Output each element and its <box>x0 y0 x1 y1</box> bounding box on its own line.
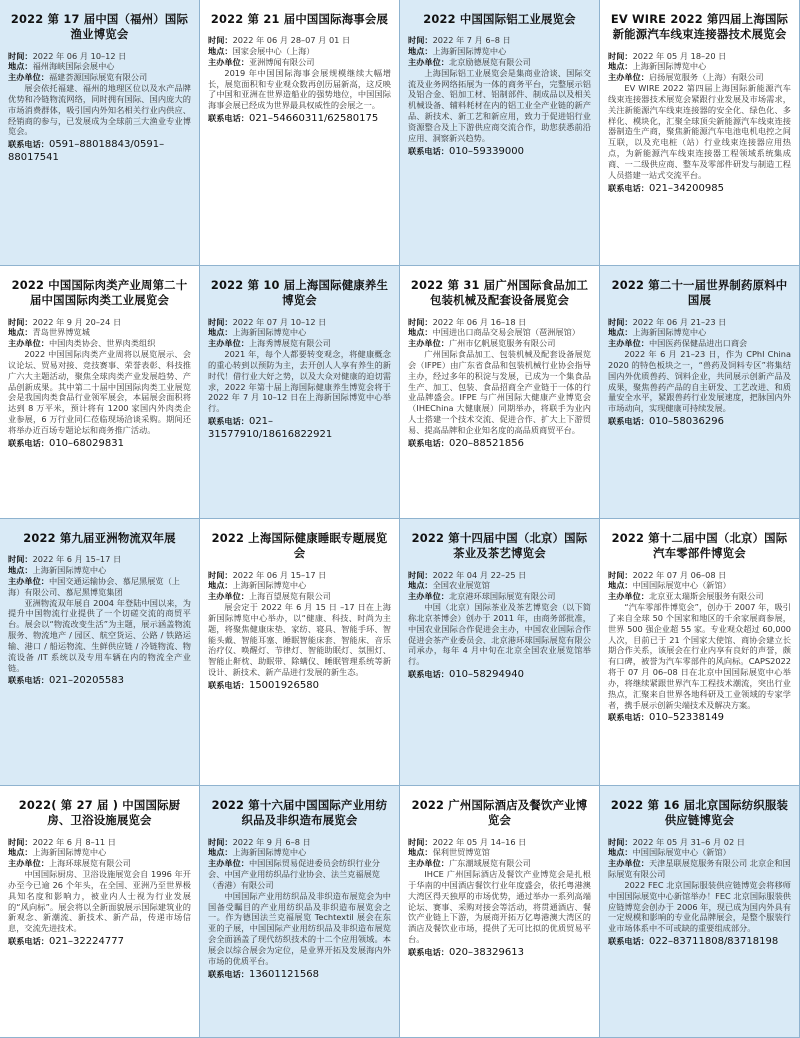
organizer-label: 主办单位： <box>408 591 449 602</box>
phone-label: 联系电话： <box>608 416 649 427</box>
place-label: 地点： <box>408 580 433 591</box>
card-time-row <box>608 51 791 62</box>
exhibition-card <box>0 519 200 786</box>
card-organizer: 北京港环球国际展览有限公司 <box>448 591 556 602</box>
card-title: 2022 中国国际肉类产业周第二十届中国国际肉类工业展览会 <box>11 278 188 308</box>
card-time: 2022 年 04 月 22–25 日 <box>432 569 527 580</box>
place-label: 地点： <box>8 847 33 858</box>
exhibition-card <box>600 519 800 786</box>
exhibition-card <box>400 519 600 786</box>
place-label: 地点： <box>208 327 233 338</box>
card-phone: 021–54660311/6258017​5 <box>248 113 379 125</box>
card-phone: 010–52338149 <box>648 712 724 724</box>
card-organizer-row <box>8 72 191 83</box>
card-organizer: 中国肉类协会、世界肉类组织 <box>48 338 156 349</box>
card-place: 全国农业展览馆 <box>432 580 490 591</box>
phone-label: 联系电话： <box>608 712 649 723</box>
card-organizer: 上海秀博展览有限公司 <box>248 338 331 349</box>
card-place: 上海新国际博览中心 <box>232 327 307 338</box>
exhibition-card <box>600 0 800 266</box>
place-label: 地点： <box>408 847 433 858</box>
place-label: 地点： <box>608 61 633 72</box>
time-label: 时间： <box>408 836 433 847</box>
card-organizer: 天津星联展览服务有限公司 北京企和国际展览有限公司 <box>608 858 791 880</box>
card-phone-row <box>208 112 391 125</box>
exhibition-card <box>200 519 400 786</box>
card-organizer: 福建荟源国际展览有限公司 <box>48 72 148 83</box>
card-time-row <box>608 837 791 848</box>
card-place-row <box>408 847 591 858</box>
organizer-label: 主办单位： <box>608 72 649 83</box>
exhibition-card <box>200 0 400 266</box>
exhibition-card <box>600 266 800 519</box>
card-organizer: 北京亚太瑞斯会展服务有限公司 <box>648 591 764 602</box>
card-phone: 020–38329613 <box>448 946 524 958</box>
time-label: 时间： <box>208 836 233 847</box>
phone-label: 联系电话： <box>8 437 49 448</box>
card-organizer-row <box>8 576 191 598</box>
card-phone: 022–83711808/83718198 <box>648 936 779 948</box>
place-label: 地点： <box>408 46 433 57</box>
phone-label: 联系电话： <box>208 113 249 124</box>
card-organizer-row <box>608 72 791 83</box>
card-description: 广州国际食品加工、包装机械及配套设备展览会（IFPE）由广东省食品和包装机械行业协会指导主办，经过多年的积淀与发展，已成为一个集食品生产、加工、包装、食品招商全产业链于一体的行业品牌盛会。IFPE 与广州国际大健康产业博览会（IHEChina 大健康展）同期举办，将联手为业内人士搭建一个技术交流、促进合作、扩大上下游贸易、提高品牌和企业知名度的高品质商贸平台。 <box>408 349 591 435</box>
exhibition-card <box>400 786 600 1038</box>
phone-label: 联系电话： <box>408 437 449 448</box>
organizer-label: 主办单位： <box>608 338 649 349</box>
card-place-row <box>608 847 791 858</box>
card-description: 中国国际产业用纺织品及非织造布展览会为中国备受瞩目的产业用纺织品及非织造布展览会之一。作为德国法兰克福展览 Techtextil 展会在东亚的子展，中国国际产业用纺织品及非织造布展览会全面涵盖了现代纺织技术的十二个应用领域。本展会以综合展会为定位，是业界开拓及发展海内外市场的优质平台。 <box>208 890 391 966</box>
card-title: 2022 第十二届中国（北京）国际汽车零部件博览会 <box>611 531 788 561</box>
card-phone-row <box>8 674 191 687</box>
card-time-row <box>8 837 191 848</box>
card-organizer-row <box>408 338 591 349</box>
card-title: 2022 第 10 届上海国际健康养生博览会 <box>210 278 389 308</box>
card-time: 2022 年 05 月 31–6 月 02 日 <box>632 836 745 847</box>
organizer-label: 主办单位： <box>208 56 249 67</box>
organizer-label: 主办单位： <box>208 338 249 349</box>
time-label: 时间： <box>408 569 433 580</box>
card-time-row <box>208 35 391 46</box>
phone-label: 联系电话： <box>408 946 449 957</box>
card-title: 2022 第二十一届世界制药原料中国展 <box>611 278 788 308</box>
phone-label: 联系电话： <box>8 139 49 150</box>
organizer-label: 主办单位： <box>8 575 49 586</box>
card-place-row <box>208 46 391 57</box>
time-label: 时间： <box>8 836 33 847</box>
card-place-row <box>208 847 391 858</box>
card-organizer-row <box>408 591 591 602</box>
card-organizer: 启扬展览服务（上海）有限公司 <box>648 72 764 83</box>
place-label: 地点： <box>608 847 633 858</box>
card-description: 展会定于 2022 年 6 月 15 日 –17 日在上海新国际博览中心举办，以“健康、科技、时尚为主题，将聚焦健康床垫、家纺、寝具、智能手环、智能头戴、智能耳塞、睡眠智能床套、智能床、音乐治疗仪、唤醒灯、节律灯、智能助眠灯、氛围灯、智能止鼾枕、助眠带、除螨仪、睡眠管理系统等新设计、新技术、新产品进行发展的新生态。 <box>208 602 391 678</box>
card-time-row <box>408 317 591 328</box>
card-organizer: 北京励德展览有限公司 <box>448 56 531 67</box>
card-description: 2019 年中国国际海事会展规模继续大幅增长，展览面积和专业观众数再创历届新高，这反映了中国和亚洲在世界造船业的强势地位，中国国际海事会展已经成为世界最具权威性的会展之一。 <box>208 67 391 111</box>
card-time-row <box>608 570 791 581</box>
organizer-label: 主办单位： <box>408 338 449 349</box>
organizer-label: 主办单位： <box>8 72 49 83</box>
place-label: 地点： <box>8 61 33 72</box>
card-organizer-row <box>408 858 591 869</box>
card-description: “汽车零部件博览会”，创办于 2007 年，吸引了来自全球 50 个国家和地区的千余家展商参展，世界 500 强企业超 55 家。专业观众超过 60,000 人次，目前已于 21 个国家大使馆、商协会建立长期合作关系，该展会在行业内享有良好的声誉，颇有口碑，被誉为汽车零部件的风向标。CAPS2022 将于 07 月 06–08 日在北京中国国际展览中心举办，将继续紧跟世界汽车工程技术潮流，突出行业热点，汇聚来自世界各地科研及工业领域的专家学者，携手展示创新尖端技术及解决方案。 <box>608 602 791 710</box>
card-place-row <box>408 327 591 338</box>
exhibition-card <box>400 0 600 266</box>
card-phone: 0591–88018843/0591–88017541 <box>8 139 165 164</box>
card-title: 2022 第九届亚洲物流双年展 <box>23 531 176 545</box>
card-place: 上海新国际博览中心 <box>232 580 307 591</box>
card-organizer: 上海环球展览有限公司 <box>48 858 131 869</box>
card-phone-row <box>408 437 591 450</box>
card-title: 2022 第 21 届中国国际海事会展 <box>210 12 389 26</box>
card-organizer: 广州市亿帆展览服务有限公司 <box>448 338 556 349</box>
card-description: 中国国际厨房、卫浴设施展览会自 1996 年开办至今已逾 26 个年头，在全国、亚洲乃至世界极具知名度和影响力，被业内人士视为行业发展的“风向标”。展会将以全新面貌展示国际建筑业的新观念、新潮流、新技术、新产品，传递市场信息，交流先进技术。 <box>8 869 191 934</box>
card-title: 2022 第 31 届广州国际食品加工包装机械及配套设备展览会 <box>410 278 589 308</box>
card-description: 亚洲物流双年展自 2004 年登陆中国以来，为提升中国物流行业提供了一个切磋交流的商贸平台。展会以“物流改变生活”为主题，展示涵盖物流服务、物流地产 / 园区、航空货运、公路 / 铁路运输、港口 / 船运物流、生鲜供应链 / 冷链物流、物流设备 /IT 系统以及专用车辆在内的物流全产业链。 <box>8 597 191 673</box>
card-organizer-row <box>208 591 391 602</box>
card-time: 2022 年 9 月 6–8 日 <box>232 836 311 847</box>
exhibition-card <box>200 266 400 519</box>
card-organizer-row <box>208 338 391 349</box>
card-description: 2022 FEC 北京国际服装供应链博览会将移师中国国际展览中心新馆举办！FEC 北京国际服装供应链博览会创办于 2006 年，现已成为国内外具有一定规模和影响的专业化品牌展会，是整个服装行业市场体系中不可或缺的重要组成部分。 <box>608 879 791 934</box>
organizer-label: 主办单位： <box>408 858 449 869</box>
card-phone-row <box>208 679 391 692</box>
card-description: 2022 年 6 月 21–23 日，作为 CPhI China 2020 的特色板块之一，“兽药及饲料专区”将集结国内外优质兽药、饲料企业，共同展示创新产品及成果，聚焦兽药产品的自主研发、工艺改进、和质量安全水平，紧跟兽药行业发展速度，把脉国内外市场动向，实现健康可持续发展。 <box>608 349 791 414</box>
card-description: 2021 年，每个人都要转变观念，将健康概念的重心转到以预防为主，去开创人人享有养生的新时代！借行业大好之势，以及大众对健康的迫切需求，2022 年第十届上海国际健康养生博览会将于 2022 年 7 月 10–12 日在上海新国际博览中心举行。 <box>208 349 391 414</box>
card-place: 上海新国际博览中心 <box>32 565 107 576</box>
card-description: 中国（北京）国际茶业及茶艺博览会（以下简称北京茶博会）创办于 2011 年，由商务部批准，中国农业国际合作促进会主办，中国农业国际合作促进会茶产业委员会、北京港环球国际展览有限公司承办，每年 4 月中旬在北京全国农业展览馆举行。 <box>408 602 591 667</box>
card-place: 上海新国际博览中心 <box>632 327 707 338</box>
card-title: 2022( 第 27 届 ) 中国国际厨房、卫浴设施展览会 <box>18 798 181 828</box>
card-organizer-row <box>8 338 191 349</box>
card-organizer-row <box>208 57 391 68</box>
card-phone-row <box>8 437 191 450</box>
time-label: 时间： <box>608 316 633 327</box>
card-place: 上海新国际博览中心 <box>32 847 107 858</box>
card-organizer-row <box>408 57 591 68</box>
card-place: 国家会展中心（上海） <box>232 46 315 57</box>
card-organizer-row <box>208 858 391 890</box>
card-organizer-row <box>608 338 791 349</box>
card-organizer: 中国医药保健品进出口商会 <box>648 338 748 349</box>
card-place-row <box>8 565 191 576</box>
phone-label: 联系电话： <box>408 669 449 680</box>
card-organizer-row <box>608 858 791 880</box>
phone-label: 联系电话： <box>608 936 649 947</box>
card-phone-row <box>208 968 391 981</box>
card-phone: 010–58294940 <box>448 669 524 681</box>
card-time-row <box>8 317 191 328</box>
phone-label: 联系电话： <box>8 675 49 686</box>
card-place-row <box>408 46 591 57</box>
card-title: 2022 第 16 届北京国际纺织服装供应链博览会 <box>610 798 789 828</box>
card-phone: 021–31577910/18616822921 <box>208 416 333 441</box>
card-time-row <box>608 317 791 328</box>
card-time: 2022 年 06 月 16–18 日 <box>432 316 527 327</box>
card-time-row <box>208 570 391 581</box>
phone-label: 联系电话： <box>8 936 49 947</box>
card-place-row <box>608 61 791 72</box>
card-organizer: 广东潮域展览有限公司 <box>448 858 531 869</box>
card-title: 2022 第 17 届中国（福州）国际渔业博览会 <box>10 12 189 42</box>
time-label: 时间： <box>208 316 233 327</box>
card-place-row <box>8 327 191 338</box>
card-description: 展会依托福建、福州的地理区位以及水产品牌优势和冷链物流网络，同时拥有国际、国内庞大的市场消费群体，吸引国内外知名相关行业内供应、经销商的参与，已发展成为全球前三大渔业专业博览会。 <box>8 83 191 137</box>
phone-label: 联系电话： <box>208 679 249 690</box>
card-title: 2022 上海国际健康睡眠专题展览会 <box>211 531 388 561</box>
card-place-row <box>8 847 191 858</box>
card-place-row <box>208 580 391 591</box>
time-label: 时间： <box>408 316 433 327</box>
place-label: 地点： <box>208 580 233 591</box>
card-phone-row <box>608 182 791 195</box>
card-time: 2022 年 6 月 15–17 日 <box>32 554 122 565</box>
exhibition-card <box>0 266 200 519</box>
card-place-row <box>608 327 791 338</box>
time-label: 时间： <box>8 316 33 327</box>
card-phone: 15001926580 <box>248 679 319 691</box>
card-organizer: 中国交通运输协会、慕尼黑展览（上海）有限公司、慕尼黑博览集团 <box>8 575 180 597</box>
card-description: IHCE 广州国际酒店及餐饮产业博览会是扎根于华南的中国酒店餐饮行业年度盛会，依托粤港澳大湾区得天独厚的市场优势，通过举办一系列高端论坛、赛事、采购对接会等活动，将贯通酒店、餐饮产业链上下游，为展商开拓万亿粤港澳大湾区的酒店及餐饮业市场，提供了无可比拟的优质贸易平台。 <box>408 869 591 945</box>
card-place-row <box>608 580 791 591</box>
card-phone: 021–20205583 <box>48 675 124 687</box>
place-label: 地点： <box>408 327 433 338</box>
card-organizer: 中国国际贸易促进委员会纺织行业分会、中国产业用纺织品行业协会、法兰克福展览（香港）有限公司 <box>208 858 380 890</box>
card-place: 保利世贸博览馆 <box>432 847 490 858</box>
card-phone-row <box>8 138 191 164</box>
card-phone: 010–58036296 <box>648 416 724 428</box>
card-place-row <box>208 327 391 338</box>
card-place: 上海新国际博览中心 <box>432 46 507 57</box>
organizer-label: 主办单位： <box>8 858 49 869</box>
card-phone-row <box>608 415 791 428</box>
card-place: 中国国际展览中心（新馆） <box>632 580 731 591</box>
card-phone-row <box>408 145 591 158</box>
card-phone-row <box>608 935 791 948</box>
time-label: 时间： <box>8 554 33 565</box>
card-time: 2022 年 7 月 6–8 日 <box>432 35 511 46</box>
card-time: 2022 年 07 月 06–08 日 <box>632 569 727 580</box>
time-label: 时间： <box>208 35 233 46</box>
card-time: 2022 年 6 月 8–11 日 <box>32 836 116 847</box>
card-time: 2022 年 9 月 20–24 日 <box>32 316 122 327</box>
card-time-row <box>208 317 391 328</box>
card-time-row <box>8 51 191 62</box>
card-time: 2022 年 05 月 14–16 日 <box>432 836 527 847</box>
card-place: 上海新国际博览中心 <box>632 61 707 72</box>
organizer-label: 主办单位： <box>408 56 449 67</box>
organizer-label: 主办单位： <box>208 858 249 869</box>
exhibition-card <box>0 786 200 1038</box>
card-time: 2022 年 06 月 28–07 月 01 日 <box>232 35 351 46</box>
card-place: 上海新国际博览中心 <box>232 847 307 858</box>
card-phone: 020–88521856 <box>448 437 524 449</box>
card-place-row <box>408 580 591 591</box>
card-title: EV WIRE 2022 第四届上海国际新能源汽车线束连接器技术展览会 <box>610 12 789 42</box>
exhibition-card <box>400 266 600 519</box>
card-phone: 021–32224777 <box>48 936 124 948</box>
card-place: 福州海峡国际会展中心 <box>32 61 115 72</box>
place-label: 地点： <box>8 327 33 338</box>
card-phone-row <box>608 711 791 724</box>
time-label: 时间： <box>8 50 33 61</box>
phone-label: 联系电话： <box>408 145 449 156</box>
card-phone: 021–34200985 <box>648 182 724 194</box>
place-label: 地点： <box>208 847 233 858</box>
place-label: 地点： <box>608 580 633 591</box>
card-time: 2022 年 07 月 10–12 日 <box>232 316 327 327</box>
card-phone: 13601121568 <box>248 968 319 980</box>
card-title: 2022 第十四届中国（北京）国际茶业及茶艺博览会 <box>411 531 588 561</box>
phone-label: 联系电话： <box>208 416 249 427</box>
card-title: 2022 第十六届中国国际产业用纺织品及非织造布展览会 <box>211 798 388 828</box>
card-phone-row <box>408 668 591 681</box>
card-place: 中国国际展览中心（新馆） <box>632 847 731 858</box>
time-label: 时间： <box>608 836 633 847</box>
place-label: 地点： <box>608 327 633 338</box>
card-time: 2022 年 05 月 18–20 日 <box>632 50 727 61</box>
organizer-label: 主办单位： <box>608 591 649 602</box>
card-description: 2022 中国国际肉类产业周将以展览展示、会议论坛、贸易对接、竞技赛事、荣誉表彰、科技推广六大主题活动，聚焦全球肉类产业发展趋势、产品创新成果。其中第二十届中国国际肉类工业展览会是我国肉类食品行业领军展会，本届展会面积将达到 8 万平米，预计将有 1200 家国内外肉类企业参展，6 万行业同仁莅临现场洽谈采购。期间还将举办近百场专题论坛和商务推广活动。 <box>8 349 191 435</box>
card-time-row <box>408 570 591 581</box>
card-title: 2022 中国国际铝工业展览会 <box>423 12 576 26</box>
phone-label: 联系电话： <box>208 968 249 979</box>
card-description: EV WIRE 2022 第四届上海国际新能源汽车线束连接器技术展览会紧跟行业发展及市场需求，关注新能源汽车线束连接器的安全化、绿色化、多样化、模块化，汇聚全球顶尖新能源汽车线束连接器制造生产商，聚焦新能源汽车电池电机电控之间互联，以及充电桩（站）行业线束连接器应用热点，为新能源汽车线束连接器工程领域系统集成商、一二级供应商、整车及零部件研发与制造工程人员搭建一站式交流平台。 <box>608 83 791 180</box>
organizer-label: 主办单位： <box>8 338 49 349</box>
organizer-label: 主办单位： <box>208 591 249 602</box>
card-description: 上海国际铝工业展览会是集商业洽谈、国际交流及业务网络拓展为一体的商务平台，完整展示铝及铝合金、铝加工材、铝制部件、制成品以及相关机械设备、辅料耗材在内的铝工业全产业链的新产品、新技术、新工艺和新应用，致力于促进铝行业资源整合及上下游供应商交流合作，助您获悉前沿应用、洞察新兴趋势。 <box>408 67 591 143</box>
card-time: 2022 年 06 月 10–12 日 <box>32 50 127 61</box>
exhibition-card <box>200 786 400 1038</box>
card-phone: 010–59339000 <box>448 145 524 157</box>
card-place-row <box>8 61 191 72</box>
card-place: 中国进出口商品交易会展馆（琶洲展馆） <box>432 327 580 338</box>
card-title: 2022 广州国际酒店及餐饮产业博览会 <box>411 798 588 828</box>
card-phone-row <box>408 946 591 959</box>
card-time-row <box>208 837 391 848</box>
place-label: 地点： <box>208 46 233 57</box>
card-time-row <box>408 35 591 46</box>
organizer-label: 主办单位： <box>608 858 649 869</box>
phone-label: 联系电话： <box>608 182 649 193</box>
card-phone: 010–68029831 <box>48 437 124 449</box>
card-time: 2022 年 06 月 15–17 日 <box>232 569 327 580</box>
card-phone-row <box>8 935 191 948</box>
time-label: 时间： <box>208 569 233 580</box>
card-time-row <box>8 554 191 565</box>
card-organizer: 亚洲博闻有限公司 <box>248 56 315 67</box>
exhibition-card <box>0 0 200 266</box>
time-label: 时间： <box>608 569 633 580</box>
place-label: 地点： <box>8 565 33 576</box>
time-label: 时间： <box>608 50 633 61</box>
card-time-row <box>408 837 591 848</box>
card-place: 青岛世界博览城 <box>32 327 90 338</box>
card-time: 2022 年 06 月 21–23 日 <box>632 316 727 327</box>
card-organizer: 上海百望展览有限公司 <box>248 591 331 602</box>
exhibition-card <box>600 786 800 1038</box>
time-label: 时间： <box>408 35 433 46</box>
card-organizer-row <box>8 858 191 869</box>
card-phone-row <box>208 415 391 441</box>
card-organizer-row <box>608 591 791 602</box>
